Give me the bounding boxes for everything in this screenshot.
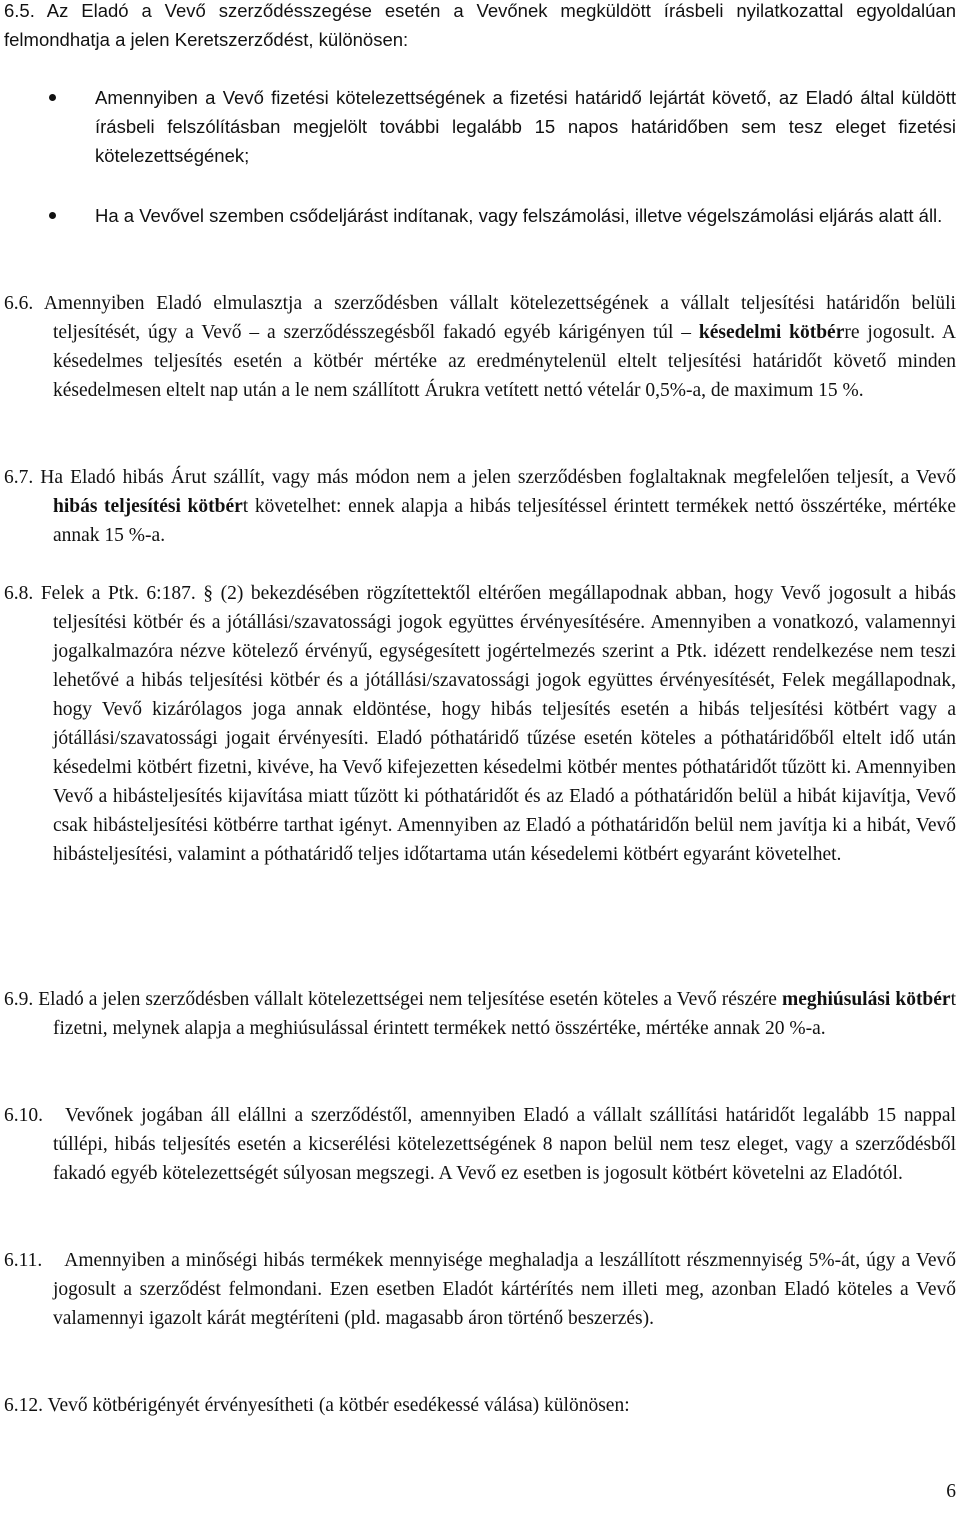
section-6-8 <box>4 579 956 869</box>
section-6-11 <box>4 1246 956 1333</box>
bullet-icon <box>49 94 56 101</box>
bullet-item-2 <box>95 201 956 230</box>
section-text-1: Amennyiben Eladó elmulasztja a szerződésben vállalt kötelezettségének a vállalt teljesítési határidőn belüli teljesítését, úgy a Vevő – a szerződésszegésből fakadó egyéb kárigényen túl – <box>43 293 956 343</box>
section-text: Vevő kötbérigényét érvényesítheti (a kötbér esedékessé válása) különösen: <box>47 1395 630 1416</box>
section-text-2: t fizetni, melynek alapja a meghiúsulással érintett termékek nettó összértéke, mértéke annak 20 %-a. <box>53 989 957 1039</box>
section-text-1: Ha Eladó hibás Árut szállít, vagy más módon nem a jelen szerződésben foglaltaknak megfelelően teljesít, a Vevő <box>40 467 957 488</box>
section-text-2: re jogosult. A késedelmes teljesítés esetén a kötbér mértéke az eredménytelenül eltelt teljesítési határidőt követő minden késedelmesen eltelt nap után a le nem szállított Árukra vetített nettó vételár 0,5%-a, de maximum 15 %. <box>53 322 957 401</box>
section-number: 6.10. <box>4 1105 43 1126</box>
section-6-6 <box>4 289 956 405</box>
section-text: Felek a Ptk. 6:187. § (2) bekezdésében rögzítettektől eltérően megállapodnak abban, hogy Vevő jogosult a hibás teljesítési kötbér és a jótállási/szavatossági jogok együttes érvényesítésére. Amennyiben a vonatkozó, valamennyi jogalkalmazóra nézve kötelező érvényű, egységesített jogértelmezés szerint a Ptk. idézett rendelkezése nem teszi lehetővé a hibás teljesítési kötbér és a jótállási/szavatossági jogok együttes érvényesítését, Felek megállapodnak, hogy Vevő kizárólagos joga annak eldöntése, hogy hibás teljesítés esetén a hibás teljesítési kötbért vagy a jótállási/szavatossági jogait érvényesíti. Eladó póthatáridő tűzése esetén köteles a póthatáridőből eltelt idő után késedelmi kötbért fizetni, kivéve, ha Vevő kifejezetten késedelmi kötbér mentes póthatáridőt tűzött ki. Amennyiben Vevő a hibásteljesítés kijavítása miatt tűzött ki póthatáridőt és az Eladó a póthatáridőn belül a hibát kijavítja, Vevő csak hibásteljesítési kötbérre tarthat igényt. Amennyiben az Eladó a póthatáridőn belül nem javítja ki a hibát, Vevő hibásteljesítési, valamint a póthatáridő teljes időtartama után késedelemi kötbért egyaránt követelhet. <box>40 583 956 865</box>
bold-term-meghiusulasi-kotber: meghiúsulási kötbér <box>781 989 951 1010</box>
section-number: 6.7. <box>4 467 34 488</box>
section-number: 6.6. <box>4 293 34 314</box>
section-number: 6.11. <box>4 1250 43 1271</box>
section-text-2: t követelhet: ennek alapja a hibás teljesítéssel érintett termékek nettó összértéke, mértéke annak 15 %-a. <box>53 496 956 546</box>
page-number: 6 <box>946 1481 956 1502</box>
section-number: 6.12. <box>4 1395 43 1416</box>
section-6-7 <box>4 463 956 550</box>
section-number: 6.5. <box>4 0 35 21</box>
bullet-icon <box>49 212 56 219</box>
section-6-9 <box>4 985 956 1043</box>
section-6-10 <box>4 1101 956 1188</box>
bold-term-hibas-teljesitesi-kotber: hibás teljesítési kötbér <box>53 496 243 517</box>
bullet-item-1 <box>95 83 956 170</box>
section-text: Amennyiben a minőségi hibás termékek mennyisége meghaladja a leszállított részmennyiség 5%-át, úgy a Vevő jogosult a szerződést felmondani. Ezen esetben Eladót kártérítés nem illeti meg, azonban Eladó köteles a Vevő valamennyi igazolt kárát megtéríteni (pld. magasabb áron történő beszerzés). <box>53 1250 956 1329</box>
section-text: Vevőnek jogában áll elállni a szerződéstől, amennyiben Eladó a vállalt szállítási határidőt legalább 15 nappal túllépi, hibás teljesítés esetén a kicserélési kötelezettségének 8 napon belül nem tesz eleget, vagy a szerződésből fakadó egyéb kötelezettségét súlyosan megszegi. A Vevő ez esetben is jogosult kötbért követelni az Eladótól. <box>53 1105 956 1184</box>
bold-term-kesedelmi-kotber: késedelmi kötbér <box>698 322 845 343</box>
section-6-5 <box>4 0 956 54</box>
section-text: Az Eladó a Vevő szerződésszegése esetén a Vevőnek megküldött írásbeli nyilatkozattal egyoldalúan felmondhatja a jelen Keretszerződést, különösen: <box>4 0 956 50</box>
section-6-12 <box>4 1391 956 1420</box>
section-text-1: Eladó a jelen szerződésben vállalt kötelezettségei nem teljesítése esetén köteles a Vevő részére <box>38 989 782 1010</box>
bullet-text: Ha a Vevővel szemben csődeljárást indítanak, vagy felszámolási, illetve végelszámolási eljárás alatt áll. <box>95 205 943 226</box>
section-number: 6.8. <box>4 583 34 604</box>
section-number: 6.9. <box>4 989 34 1010</box>
bullet-text: Amennyiben a Vevő fizetési kötelezettségének a fizetési határidő lejártát követő, az Eladó által küldött írásbeli felszólításban megjelölt további legalább 15 napos határidőben sem tesz eleget fizetési kötelezettségének; <box>95 87 956 166</box>
